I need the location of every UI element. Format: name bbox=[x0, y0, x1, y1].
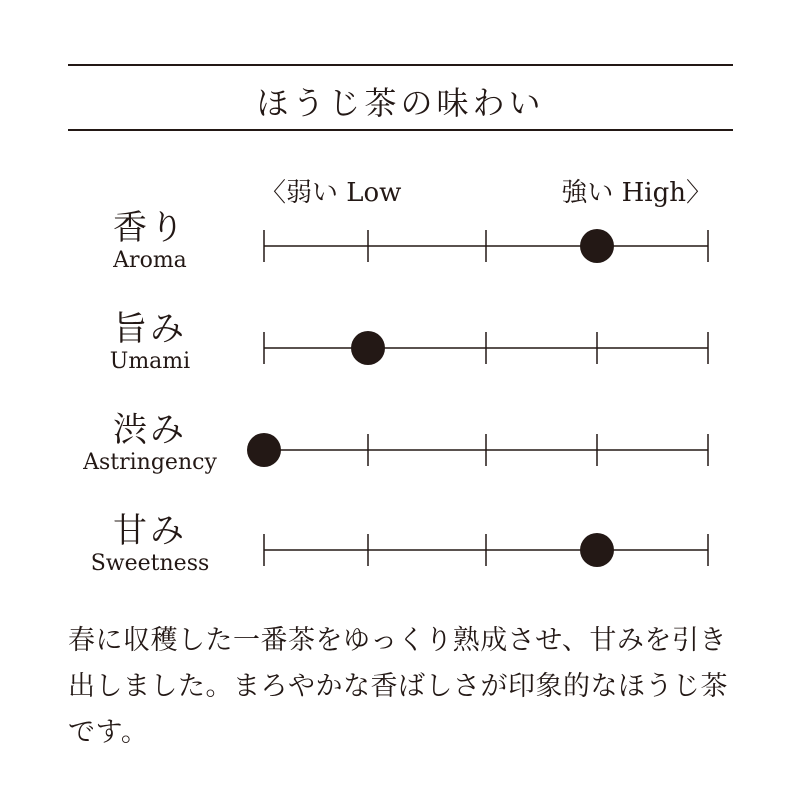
description-text: 春に収穫した一番茶をゆっくり熟成させ、甘みを引き出しました。まろやかな香ばしさが印象的なほうじ茶です。 bbox=[68, 625, 728, 748]
row-label-ja: 旨み bbox=[113, 309, 187, 349]
row-label-en: Sweetness bbox=[90, 551, 210, 576]
row-label-ja: 渋み bbox=[113, 410, 187, 450]
value-dot-umami bbox=[351, 331, 385, 365]
page-title: ほうじ茶の味わい bbox=[256, 84, 545, 122]
scale-high-label: 強い High〉 bbox=[561, 178, 712, 208]
value-dot-aroma bbox=[580, 229, 614, 263]
value-dot-astringency bbox=[247, 433, 281, 467]
value-dot-sweetness bbox=[580, 533, 614, 567]
row-label-ja: 香り bbox=[113, 208, 187, 248]
row-label-en: Astringency bbox=[83, 450, 217, 475]
row-label-en: Umami bbox=[109, 349, 191, 374]
row-label-ja: 甘み bbox=[113, 511, 187, 551]
row-label-en: Aroma bbox=[113, 248, 187, 273]
scale-low-label: 〈弱い Low bbox=[260, 178, 402, 208]
